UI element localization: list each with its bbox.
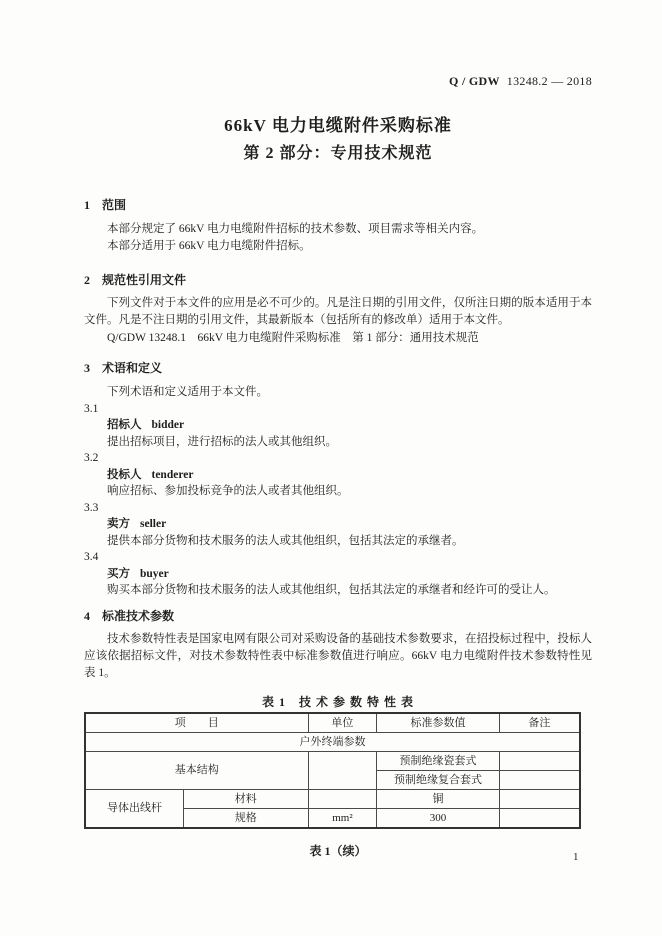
term-name-en: bidder	[151, 419, 185, 432]
term-entry	[84, 549, 592, 599]
unit-cell-empty	[308, 789, 377, 808]
section-2-heading	[84, 272, 592, 289]
note-cell-empty	[499, 808, 580, 828]
normative-reference: Q/GDW 13248.1 66kV 电力电缆附件采购标准 第 1 部分：通用技术规范	[107, 331, 479, 344]
group-label: 户外终端参数	[85, 732, 580, 751]
item-cell: 基本结构	[85, 751, 308, 789]
term-entry	[84, 500, 592, 550]
term-name-en: tenderer	[151, 468, 194, 481]
term-id: 3.3	[84, 501, 99, 514]
section-1-heading	[84, 197, 592, 214]
table-row	[85, 789, 580, 808]
term-name	[84, 417, 592, 434]
paragraph: 本部分适用于 66kV 电力电缆附件招标。	[107, 240, 311, 253]
section-1-body	[84, 221, 592, 256]
section-1-number: 1	[84, 198, 90, 212]
technical-parameters-table	[84, 712, 581, 829]
term-name	[84, 467, 592, 484]
term-definition: 响应招标、参加投标竞争的法人或者其他组织。	[107, 485, 349, 498]
note-cell-empty	[499, 789, 580, 808]
section-3-title: 术语和定义	[102, 361, 163, 376]
table-continuation-label: 表 1（续）	[309, 843, 367, 858]
value-cell: 300	[377, 808, 499, 828]
table-caption: 表 1 技 术 参 数 特 性 表	[261, 694, 414, 709]
standard-code-prefix: Q / GDW	[449, 74, 500, 88]
term-id: 3.4	[84, 551, 99, 564]
standard-code-number: 13248.2 — 2018	[506, 74, 592, 88]
item-cell: 导体出线杆	[85, 789, 184, 828]
value-cell: 铜	[377, 789, 499, 808]
term-id: 3.1	[84, 402, 99, 415]
term-name-en: seller	[140, 518, 167, 531]
note-cell-empty	[499, 770, 580, 789]
value-cell: 预制绝缘复合套式	[377, 770, 499, 789]
page-number: 1	[573, 851, 579, 863]
paragraph: 下列文件对于本文件的应用是必不可少的。凡是注日期的引用文件，仅所注日期的版本适用于本文件。凡是不注日期的引用文件，其最新版本（包括所有的修改单）适用于本文件。	[84, 296, 592, 327]
paragraph: 本部分规定了 66kV 电力电缆附件招标的技术参数、项目需求等相关内容。	[107, 223, 484, 235]
term-name-en: buyer	[140, 567, 169, 580]
table-row	[85, 751, 580, 770]
standard-code	[84, 74, 592, 89]
sub-item-cell: 规格	[184, 808, 308, 828]
term-definition: 提出招标项目，进行招标的法人或其他组织。	[107, 435, 337, 448]
section-3-number: 3	[84, 361, 90, 376]
term-entry	[84, 401, 592, 451]
term-definition: 购买本部分货物和技术服务的法人或其他组织，包括其法定的承继者和经许可的受让人。	[107, 584, 556, 597]
unit-cell: mm²	[308, 808, 377, 828]
term-definition: 提供本部分货物和技术服务的法人或其他组织，包括其法定的承继者。	[107, 534, 464, 547]
table-header-row	[85, 713, 580, 733]
column-header-note: 备注	[499, 713, 580, 733]
section-3-heading	[84, 360, 592, 377]
term-name	[84, 566, 592, 583]
column-header-unit: 单位	[308, 713, 377, 733]
column-header-item: 项 目	[85, 713, 308, 733]
document-subtitle: 第 2 部分：专用技术规范	[243, 145, 433, 162]
term-name	[84, 516, 592, 533]
section-1-title: 范围	[102, 198, 127, 212]
terms-intro: 下列术语和定义适用于本文件。	[107, 386, 268, 399]
sub-item-cell: 材料	[184, 789, 308, 808]
section-2-title: 规范性引用文件	[102, 272, 187, 287]
term-name-zh: 买方	[107, 567, 130, 580]
term-name-zh: 卖方	[107, 518, 130, 531]
section-2-number: 2	[84, 272, 90, 287]
document-title: 66kV 电力电缆附件采购标准	[224, 116, 452, 135]
term-name-zh: 招标人	[107, 419, 142, 432]
table-group-row	[85, 732, 580, 751]
section-4-number: 4	[84, 608, 90, 623]
term-name-zh: 投标人	[107, 468, 142, 481]
term-id: 3.2	[84, 452, 99, 465]
note-cell-empty	[499, 751, 580, 770]
value-cell: 预制绝缘瓷套式	[377, 751, 499, 770]
page-content	[84, 0, 592, 859]
section-4-heading	[84, 608, 592, 625]
section-4-title: 标准技术参数	[102, 608, 175, 623]
term-entry	[84, 450, 592, 500]
unit-cell-empty	[308, 751, 377, 789]
column-header-value: 标准参数值	[377, 713, 499, 733]
paragraph: 技术参数特性表是国家电网有限公司对采购设备的基础技术参数要求，在招投标过程中，投标人应该依据招标文件，对技术参数特性表中标准参数值进行响应。66kV 电力电缆附件技术参数特性见表 1。	[84, 632, 592, 680]
